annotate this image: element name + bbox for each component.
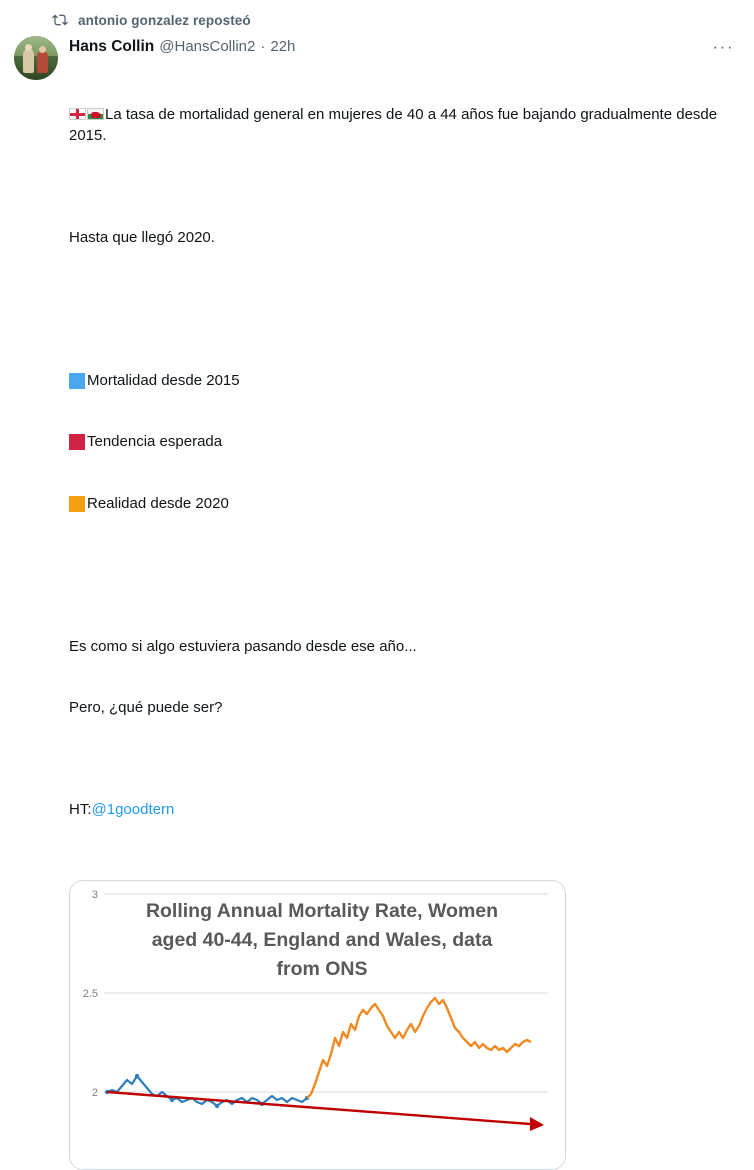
series-point-blue <box>170 1097 174 1101</box>
ytick-2: 2 <box>91 1086 98 1099</box>
tweet-paragraph-1 <box>69 105 740 146</box>
tweet-paragraph-3-line-1: Es como si algo estuviera pasando desde ese año... <box>69 637 417 655</box>
chart-title-line-2: aged 40-44, England and Wales, data <box>151 928 493 951</box>
separator-dot: · <box>260 38 266 55</box>
chart-background <box>70 881 565 1169</box>
tweet-ht-line <box>69 800 740 821</box>
repost-text: antonio gonzalez reposteó <box>78 12 251 28</box>
avatar-figure-left <box>23 49 34 73</box>
legend-label-orange: Realidad desde 2020 <box>87 494 229 512</box>
avatar-bg-ground <box>14 56 58 80</box>
legend-item-blue <box>69 371 740 392</box>
avatar[interactable] <box>14 36 58 80</box>
tweet-timestamp[interactable]: 22h <box>270 38 296 55</box>
author-display-name[interactable]: Hans Collin <box>69 38 155 55</box>
legend-swatch-red <box>69 434 85 450</box>
tweet-paragraph-1-text: La tasa de mortalidad general en mujeres de 40 a 44 años fue bajando gradualmente desde 2015. <box>69 106 722 144</box>
legend-label-blue: Mortalidad desde 2015 <box>87 371 240 389</box>
tweet-media-chart[interactable] <box>69 880 566 1170</box>
ytick-3: 3 <box>91 888 98 901</box>
tweet-paragraph-2: Hasta que llegó 2020. <box>69 228 215 246</box>
ht-prefix: HT: <box>69 801 92 818</box>
avatar-head-right <box>39 46 46 53</box>
avatar-bg-sky <box>14 36 58 56</box>
series-point-blue <box>135 1073 139 1077</box>
tweet-more-button[interactable]: ··· <box>712 37 734 56</box>
author-line <box>69 36 740 58</box>
avatar-head-left <box>25 44 32 51</box>
author-handle[interactable]: @HansCollin2 <box>159 38 256 55</box>
england-flag-icon <box>69 108 86 120</box>
legend-item-orange <box>69 494 740 515</box>
wales-flag-icon <box>87 108 104 120</box>
legend-swatch-blue <box>69 373 85 389</box>
ytick-2-5: 2.5 <box>82 987 98 1000</box>
mortality-chart <box>70 881 565 1169</box>
chart-title-line-1: Rolling Annual Mortality Rate, Women <box>145 899 499 922</box>
tweet-content <box>69 36 740 1170</box>
legend-label-red: Tendencia esperada <box>87 433 223 450</box>
retweet-icon <box>52 12 68 28</box>
series-point-blue <box>215 1103 219 1107</box>
tweet-paragraph-3-line-2: Pero, ¿qué puede ser? <box>69 699 223 716</box>
ht-handle-link[interactable]: @1goodtern <box>91 801 175 818</box>
legend-item-red <box>69 432 740 453</box>
repost-banner[interactable] <box>52 10 740 30</box>
avatar-figure-right <box>37 51 48 73</box>
tweet-body <box>14 36 740 1170</box>
tweet-text <box>69 64 740 862</box>
tweet-legend <box>69 330 740 556</box>
chart-title-line-3: from ONS <box>276 957 368 980</box>
legend-swatch-orange <box>69 496 85 512</box>
